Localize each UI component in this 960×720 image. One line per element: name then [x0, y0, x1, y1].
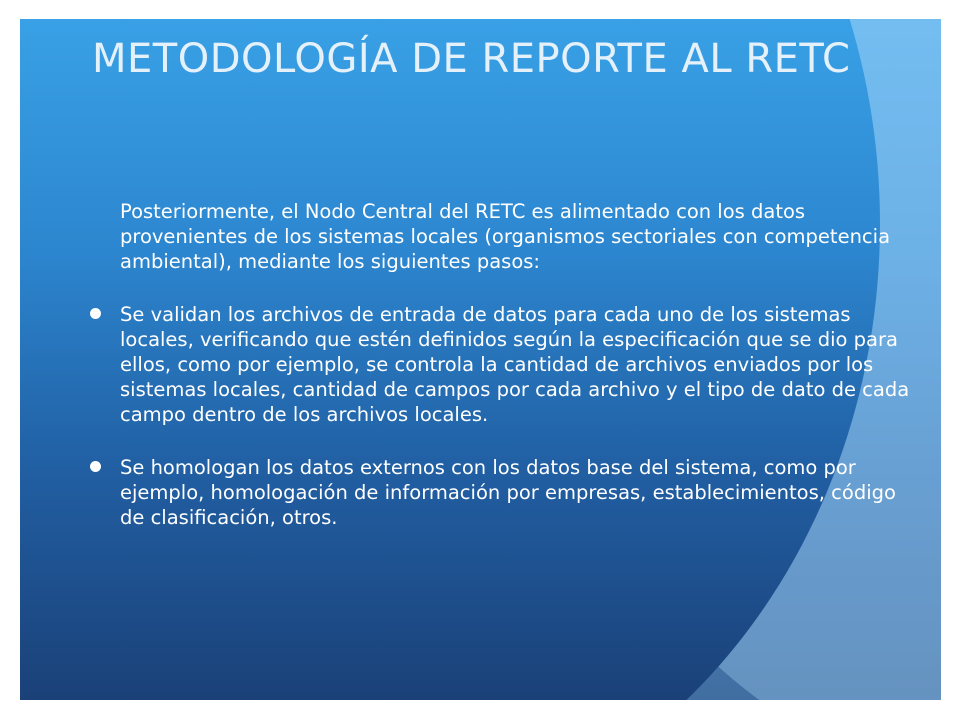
- bullet-text: Se validan los archivos de entrada de datos para cada uno de los sistemas locales, verificando que estén definidos según la especificación que se dio para ellos, como por ejemplo, se controla la cantidad de archivos enviados por los sistemas locales, cantidad de campos por cada archivo y el tipo de dato de cada campo dentro de los archivos locales.: [120, 303, 910, 426]
- bullet-dot-icon: [90, 461, 101, 472]
- bullet-item: [120, 455, 910, 530]
- slide-title: METODOLOGÍA DE REPORTE AL RETC: [92, 36, 851, 82]
- bullet-item: [120, 302, 910, 427]
- slide-canvas: [20, 19, 941, 700]
- bullet-text: Se homologan los datos externos con los datos base del sistema, como por ejemplo, homologación de información por empresas, establecimientos, código de clasificación, otros.: [120, 456, 896, 529]
- slide-body: [120, 199, 910, 558]
- bullet-dot-icon: [90, 308, 101, 319]
- intro-paragraph: Posteriormente, el Nodo Central del RETC es alimentado con los datos provenientes de los sistemas locales (organismos sectoriales con competencia ambiental), mediante los siguientes pasos:: [120, 200, 891, 273]
